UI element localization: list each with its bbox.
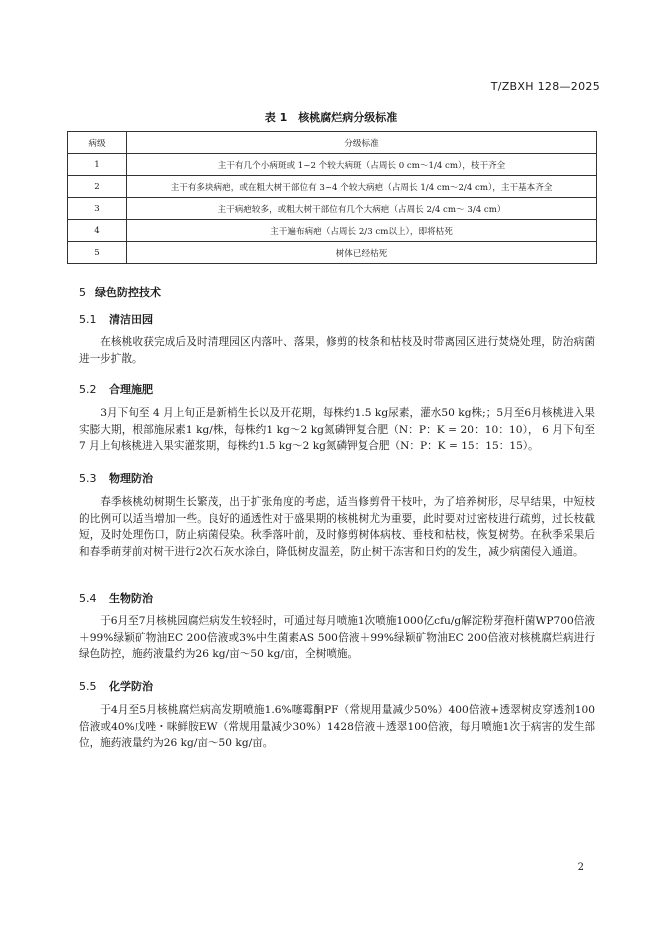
grade-cell: 2: [68, 176, 127, 198]
section-heading-5-4: [79, 590, 153, 606]
standard-cell: 主干有几个小病斑或 1~2 个较大病斑（占周长 0 cm～1/4 cm），枝干齐全: [127, 154, 597, 176]
table-header-row: [68, 132, 597, 154]
grading-table: [67, 131, 597, 264]
grade-cell: 1: [68, 154, 127, 176]
section-heading-5-1: [79, 311, 153, 327]
paragraph-5-1: 在核桃收获完成后及时清理园区内落叶、落果，修剪的枝条和枯枝及时带离园区进行焚烧处理，防治病菌进一步扩散。: [79, 336, 595, 365]
paragraph-5-5: 于4月至5月核桃腐烂病高发期喷施1.6%噻霉酮PF（常规用量减少50%）400倍液+透翠树皮穿透剂100倍液或40%戊唑・咪鲜胺EW（常规用量减少30%）1428倍液＋透翠100倍液，每月喷施1次于病害的发生部位，施药液量约为26 kg/亩～50 kg/亩。: [79, 704, 595, 749]
table-row: [68, 154, 597, 176]
page-number: 2: [577, 862, 584, 873]
table-row: [68, 242, 597, 264]
table-title: 表 1 核桃腐烂病分级标准: [264, 111, 398, 124]
section-number: 5.2: [79, 383, 97, 396]
section-number: 5.3: [79, 472, 97, 485]
section-heading-5-3: [79, 470, 153, 486]
section-number: 5.1: [79, 313, 97, 326]
section-heading-5-2: [79, 381, 153, 397]
paragraph-5-2: 3月下旬至 4 月上旬正是新梢生长以及开花期，每株约1.5 kg尿素，灌水50 kg株;；5月至6月核桃进入果实膨大期，根部施尿素1 kg/株，每株约1 kg～2 kg氮磷钾复合肥（N：P：K = 20：10：10）， 6 月下旬至 7 月上旬核桃进入果实灌浆期，每株约1.5 kg～2 kg氮磷钾复合肥（N：P：K = 15：15：15）。: [79, 407, 595, 452]
standard-code: T/ZBXH 128—2025: [490, 80, 600, 93]
standard-cell: 主干病疤较多，或粗大树干部位有几个大病疤（占周长 2/4 cm～ 3/4 cm）: [127, 198, 597, 220]
section-heading-5: [79, 284, 161, 300]
section-heading-5-5: [79, 678, 153, 694]
header-grade: 病级: [68, 132, 127, 154]
paragraph-5-3: 春季核桃幼树期生长繁茂，出于扩张角度的考虑，适当修剪骨干枝叶，为了培养树形，尽早结果，中短枝的比例可以适当增加一些。良好的通透性对于盛果期的核桃树尤为重要，此时要对过密枝进行疏剪，过长枝截短，及时处理伤口，防止病菌侵染。秋季落叶前，及时修剪树体病枝、垂枝和枯枝，恢复树势。在秋季采果后和春季萌芽前对树干进行2次石灰水涂白，降低树皮温差，防止树干冻害和日灼的发生，减少病菌侵入通道。: [79, 496, 595, 558]
paragraph-5-4: 于6月至7月核桃园腐烂病发生较轻时，可通过每月喷施1次喷施1000亿cfu/g解淀粉芽孢杆菌WP700倍液＋99%绿颖矿物油EC 200倍液或3%中生菌素AS 500倍液＋99%绿颖矿物油EC 200倍液对核桃腐烂病进行绿色防控，施药液量约为26 kg/亩～50 kg/亩，全树喷施。: [79, 615, 595, 660]
table-row: [68, 198, 597, 220]
grade-cell: 5: [68, 242, 127, 264]
section-title: 物理防治: [109, 472, 153, 485]
grade-cell: 4: [68, 220, 127, 242]
section-number: 5: [79, 286, 86, 299]
section-number: 5.4: [79, 592, 97, 605]
section-title: 合理施肥: [109, 383, 153, 396]
standard-cell: 树体已经枯死: [127, 242, 597, 264]
standard-cell: 主干有多块病疤，或在粗大树干部位有 3~4 个较大病疤（占周长 1/4 cm～2/4 cm），主干基本齐全: [127, 176, 597, 198]
table-row: [68, 176, 597, 198]
section-title: 绿色防控技术: [95, 286, 161, 299]
section-title: 清洁田园: [109, 313, 153, 326]
section-title: 化学防治: [109, 680, 153, 693]
header-standard: 分级标准: [127, 132, 597, 154]
table-row: [68, 220, 597, 242]
grade-cell: 3: [68, 198, 127, 220]
section-title: 生物防治: [109, 592, 153, 605]
section-number: 5.5: [79, 680, 97, 693]
standard-cell: 主干遍布病疤（占周长 2/3 cm以上），即将枯死: [127, 220, 597, 242]
